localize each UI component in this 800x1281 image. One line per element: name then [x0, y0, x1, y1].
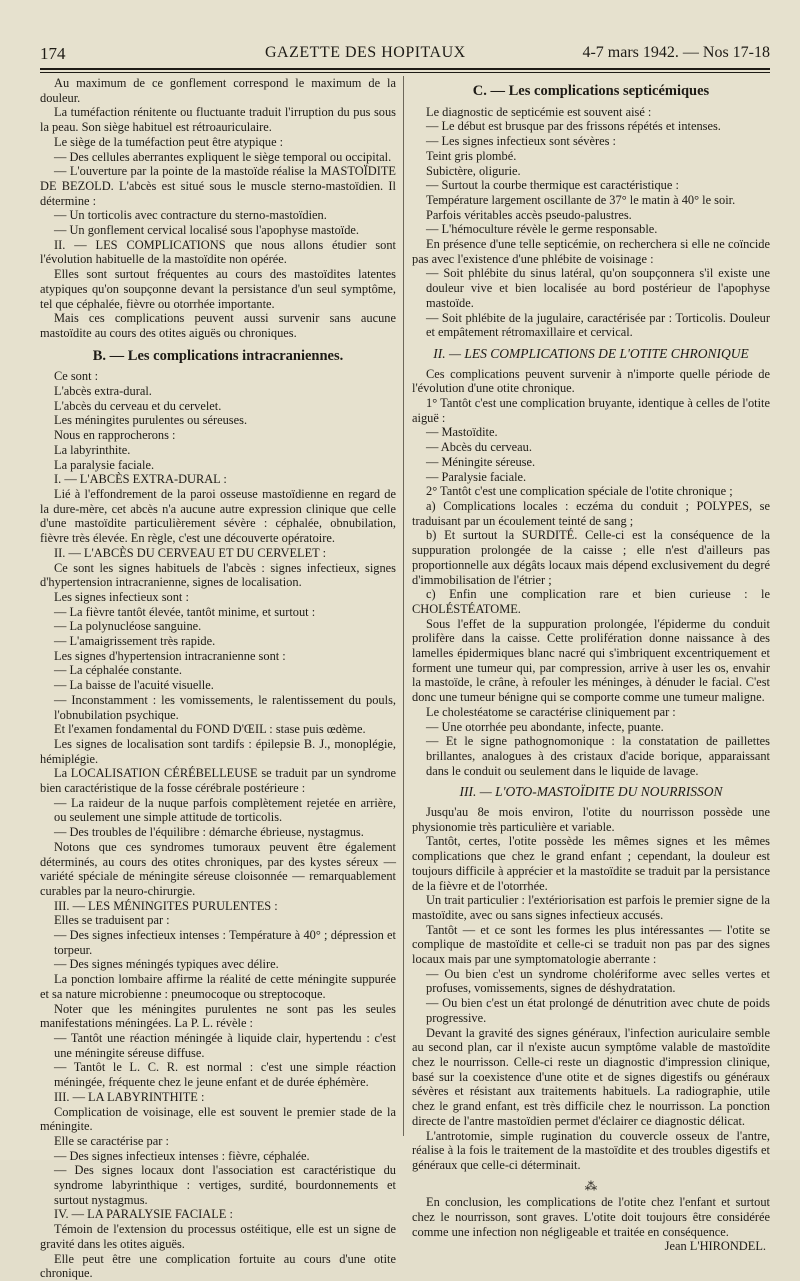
list-line: Teint gris plombé.	[426, 148, 517, 163]
list-line: — Un torticolis avec contracture du sterno-mastoïdien.	[54, 208, 327, 223]
list-line: — Soit phlébite de la jugulaire, caractérisée par : Torticolis. Douleur et empâtement rétromaxillaire et cervical.	[426, 310, 770, 340]
header-rule-thin	[40, 72, 770, 73]
paragraph: Ces complications peuvent survenir à n'importe quelle période de l'évolution d'une otite chronique.	[412, 366, 770, 396]
paragraph: Et l'examen fondamental du FOND D'ŒIL : stase puis œdème.	[54, 722, 366, 737]
list-line: — L'hémoculture révèle le germe responsable.	[426, 222, 658, 237]
section-heading: B. — Les complications intracraniennes.	[92, 347, 344, 364]
list-line: — La fièvre tantôt élevée, tantôt minime, et surtout :	[54, 604, 316, 619]
list-line: — Paralysie faciale.	[426, 469, 527, 484]
section-heading: C. — Les complications septicémiques	[472, 83, 710, 99]
page-number: 174	[40, 44, 66, 63]
paragraph: IV. — LA PARALYSIE FACIALE :	[54, 1207, 233, 1222]
column-divider	[403, 76, 404, 1136]
list-line: — L'amaigrissement très rapide.	[54, 634, 216, 649]
list-line: — Mastoïdite.	[426, 425, 498, 440]
paragraph: Le diagnostic de septicémie est souvent aisé :	[426, 104, 652, 119]
list-line: La paralysie faciale.	[54, 457, 155, 472]
list-line: — Le début est brusque par des frissons répétés et intenses.	[426, 119, 721, 134]
paragraph: Lié à l'effondrement de la paroi osseuse mastoïdienne en regard de la dure-mère, cet abcès n'a aucune autre expression clinique que celle d'une mastoïdite particulièrement sévère : céphalée, obnubilation, fièvre très élevée. En règle, c'est une découverte opératoire.	[40, 486, 396, 546]
paragraph: Noter que les méningites purulentes ne sont pas les seules manifestations méningées. La P. L. révèle :	[40, 1001, 396, 1031]
paragraph: Ce sont les signes habituels de l'abcès : signes infectieux, signes d'hypertension intracranienne, signes de localisation.	[40, 560, 396, 590]
paragraph: Le cholestéatome se caractérise cliniquement par :	[426, 704, 676, 719]
list-line: — La polynucléose sanguine.	[54, 619, 202, 634]
list-line: Nous en rapprocherons :	[54, 428, 176, 443]
left-column	[40, 76, 396, 1281]
paragraph: — Des cellules aberrantes expliquent le siège temporal ou occipital.	[54, 149, 392, 164]
paragraph: En présence d'une telle septicémie, on recherchera si elle ne coïncide pas avec l'existence d'une phlébite de voisinage :	[412, 237, 770, 266]
journal-title: GAZETTE DES HOPITAUX	[265, 44, 466, 61]
paragraph: Elles sont surtout fréquentes au cours des mastoïdites latentes atypiques qu'on soupçonne devant la persistance d'un seul symptôme, tel que céphalée, fièvre ou otorrhée importante.	[40, 267, 396, 311]
paragraph: Les signes d'hypertension intracranienne sont :	[54, 648, 286, 663]
chapter-heading: III. — L'OTO-MASTOÏDITE DU NOURRISSON	[459, 784, 723, 800]
paragraph: Les signes infectieux sont :	[54, 589, 189, 604]
list-line: — Tantôt le L. C. R. est normal : c'est une simple réaction méningée, fréquente chez le jeune enfant et de durée éphémère.	[54, 1060, 396, 1090]
paragraph: I. — L'ABCÈS EXTRA-DURAL :	[54, 472, 227, 487]
list-line: — Des signes locaux dont l'association est caractéristique du syndrome labyrinthique : vertiges, surdité, bourdonnements et surtout nystagmus.	[54, 1163, 396, 1207]
paragraph: Tantôt, certes, l'otite possède les mêmes signes et les mêmes complications que chez le grand enfant ; cependant, la douleur est toujours difficile à apprécier et la mastoïdite se traduit par la persistance de la fièvre et de l'otorrhée.	[412, 834, 770, 893]
list-line: — Un gonflement cervical localisé sous l'apophyse mastoïde.	[54, 223, 360, 238]
list-line: — Une otorrhée peu abondante, infecte, puante.	[426, 719, 664, 734]
list-line: — Des signes infectieux intenses : fièvre, céphalée.	[54, 1148, 310, 1163]
chapter-heading: II. — LES COMPLICATIONS DE L'OTITE CHRONIQUE	[433, 345, 749, 361]
asterism: ⁂	[584, 1178, 598, 1193]
list-line: — Des signes méningés typiques avec délire.	[54, 957, 279, 972]
list-line: L'abcès du cerveau et du cervelet.	[54, 398, 222, 413]
list-line: — Et le signe pathognomonique : la constatation de paillettes brillantes, analogues à des cristaux d'acide borique, apparaissant dans le conduit ou seulement dans le liquide de lavage.	[426, 734, 770, 778]
list-line: Température largement oscillante de 37° le matin à 40° le soir.	[426, 192, 736, 207]
paragraph: c) Enfin une complication rare et bien curieuse : le CHOLÉSTÉATOME.	[412, 587, 770, 616]
list-line: — Ou bien c'est un état prolongé de dénutrition avec chute de poids progressive.	[426, 996, 770, 1025]
list-line: Subictère, oligurie.	[426, 163, 521, 178]
list-line: La labyrinthite.	[54, 442, 131, 457]
paragraph: Devant la gravité des signes généraux, l'infection auriculaire semble au second plan, car il n'existe aucun symptôme valable de mastoïdite chez le nourrisson. Celle-ci reste un diagnostic d'impression clinique, basé sur la coexistence d'une otite et de signes digestifs ou généraux sévères et résistant aux traitements habituels. La radiographie, utile chez le grand enfant, est très difficile chez le nourrisson. La ponction directe de l'antre mastoïdien permet d'éclairer ce diagnostic délicat.	[412, 1025, 770, 1128]
list-line: — Inconstamment : les vomissements, le ralentissement du pouls, l'obnubilation psychique.	[54, 692, 396, 722]
list-line: Les méningites purulentes ou séreuses.	[54, 413, 248, 428]
list-line: — La raideur de la nuque parfois complètement rejetée en arrière, ou seulement une simple attitude de torticolis.	[54, 795, 396, 825]
paragraph: Complication de voisinage, elle est souvent le premier stade de la méningite.	[40, 1104, 396, 1134]
paragraph: Ce sont :	[54, 369, 99, 384]
list-line: L'abcès extra-dural.	[54, 384, 152, 399]
paragraph: Elles se traduisent par :	[54, 913, 170, 928]
paragraph: — L'ouverture par la pointe de la mastoïde réalise la MASTOÏDITE DE BEZOLD. L'abcès est situé sous le muscle sterno-mastoïdien. Il détermine :	[40, 164, 396, 208]
paragraph: La ponction lombaire affirme la réalité de cette méningite suppurée et sa nature microbienne : pneumocoque ou streptocoque.	[40, 972, 396, 1001]
paragraph: Elle se caractérise par :	[54, 1133, 169, 1148]
paragraph: Témoin de l'extension du processus ostéitique, elle est un signe de gravité dans les otites aiguës.	[40, 1222, 396, 1251]
paragraph: Notons que ces syndromes tumoraux peuvent être également déterminés, au cours des otites chroniques, par des kystes séreux — variété spéciale de méningite séreuse cloisonnée — remarquablement curables par la neuro-chirurgie.	[40, 839, 396, 898]
paragraph: La tuméfaction rénitente ou fluctuante traduit l'irruption du pus sous la peau. Son siège habituel est rétroauriculaire.	[40, 105, 396, 135]
page-header	[40, 42, 770, 68]
paragraph: II. — LES COMPLICATIONS que nous allons étudier sont l'évolution habituelle de la mastoïdite non opérée.	[40, 237, 396, 267]
paragraph: Un trait particulier : l'extériorisation est parfois le premier signe de la mastoïdite, avec ou sans signes infectieux accusés.	[412, 893, 770, 922]
list-line: — Méningite séreuse.	[426, 454, 536, 469]
paragraph: Jusqu'au 8e mois environ, l'otite du nourrisson possède une physionomie très particulière et variable.	[412, 805, 770, 834]
header-rule-thick	[40, 68, 770, 70]
paragraph: Le siège de la tuméfaction peut être atypique :	[54, 134, 284, 149]
paragraph: Au maximum de ce gonflement correspond le maximum de la douleur.	[40, 76, 396, 105]
paragraph: Mais ces complications peuvent aussi survenir sans aucune mastoïdite au cours des otites aiguës ou chroniques.	[40, 311, 396, 340]
paragraph: Tantôt — et ce sont les formes les plus intéressantes — l'otite se complique de mastoïdite et celle-ci se traduit non pas par des signes locaux mais par une symptomatologie aberrante :	[412, 922, 770, 967]
list-line: — Les signes infectieux sont sévères :	[426, 134, 616, 149]
issue-date: 4-7 mars 1942. — Nos 17-18	[582, 44, 770, 61]
paragraph: a) Complications locales : eczéma du conduit ; POLYPES, se traduisant par un écoulement teinté de sang ;	[412, 498, 770, 528]
paragraph: Les signes de localisation sont tardifs : épilepsie B. J., monoplégie, hémiplégie.	[40, 736, 396, 766]
list-line: — Soit phlébite du sinus latéral, qu'on soupçonnera s'il existe une douleur vive et bien localisée au bord postérieur de l'apophyse mastoïde.	[426, 266, 770, 310]
paragraph: III. — LES MÉNINGITES PURULENTES :	[54, 898, 278, 913]
paragraph: En conclusion, les complications de l'otite chez l'enfant et surtout chez le nourrisson, sont graves. L'otite doit toujours être considérée comme une infection non négligeable et traitée en conséquence.	[412, 1195, 770, 1239]
paragraph: III. — LA LABYRINTHITE :	[54, 1089, 205, 1104]
right-column	[412, 76, 770, 1254]
list-line: — Abcès du cerveau.	[426, 440, 532, 455]
paragraph: Sous l'effet de la suppuration prolongée, l'épiderme du conduit prolifère dans la caisse. Cette prolifération donne naissance à des lamelles épidermiques blanc nacré qui s'imbriquent excentriquement et forment une tumeur qui, par compression, arrive à user les os, envahir la mastoïde, le crâne, à refouler les méninges, à dénuder le facial. C'est donc une tumeur bénigne qui se comporte comme une tumeur maligne.	[412, 616, 770, 705]
list-line: — La baisse de l'acuité visuelle.	[54, 678, 214, 693]
author-signature: Jean L'HIRONDEL.	[664, 1239, 766, 1254]
list-line: Parfois véritables accès pseudo-palustres.	[426, 207, 632, 222]
paragraph: L'antrotomie, simple rugination du couvercle osseux de l'antre, réalise à la fois le traitement de la mastoïdite et des troubles digestifs et généraux que celle-ci déterminait.	[412, 1128, 770, 1172]
list-line: — Surtout la courbe thermique est caractéristique :	[426, 178, 679, 193]
list-line: — Des troubles de l'équilibre : démarche ébrieuse, nystagmus.	[54, 825, 364, 840]
paragraph: b) Et surtout la SURDITÉ. Celle-ci est la conséquence de la suppuration prolongée de la caisse ; elle n'est d'ailleurs pas proportionnelle aux dégâts locaux mais dépend exclusivement du degré d'immobilisation de l'étrier ;	[412, 528, 770, 587]
list-line: — Ou bien c'est un syndrome cholériforme avec selles vertes et profuses, vomissements, signes de déshydratation.	[426, 966, 770, 996]
paragraph: 2° Tantôt c'est une complication spéciale de l'otite chronique ;	[426, 484, 733, 499]
paragraph: II. — L'ABCÈS DU CERVEAU ET DU CERVELET :	[54, 545, 327, 560]
paragraph: 1° Tantôt c'est une complication bruyante, identique à celles de l'otite aiguë :	[412, 396, 770, 425]
paragraph: Elle peut être une complication fortuite au cours d'une otite chronique.	[40, 1251, 396, 1281]
list-line: — Tantôt une réaction méningée à liquide clair, hypertendu : c'est une méningite séreuse diffuse.	[54, 1031, 396, 1060]
paragraph: La LOCALISATION CÉRÉBELLEUSE se traduit par un syndrome bien caractéristique de la fosse cérébrale postérieure :	[40, 766, 396, 796]
list-line: — Des signes infectieux intenses : Température à 40° ; dépression et torpeur.	[54, 928, 396, 957]
list-line: — La céphalée constante.	[54, 663, 182, 678]
